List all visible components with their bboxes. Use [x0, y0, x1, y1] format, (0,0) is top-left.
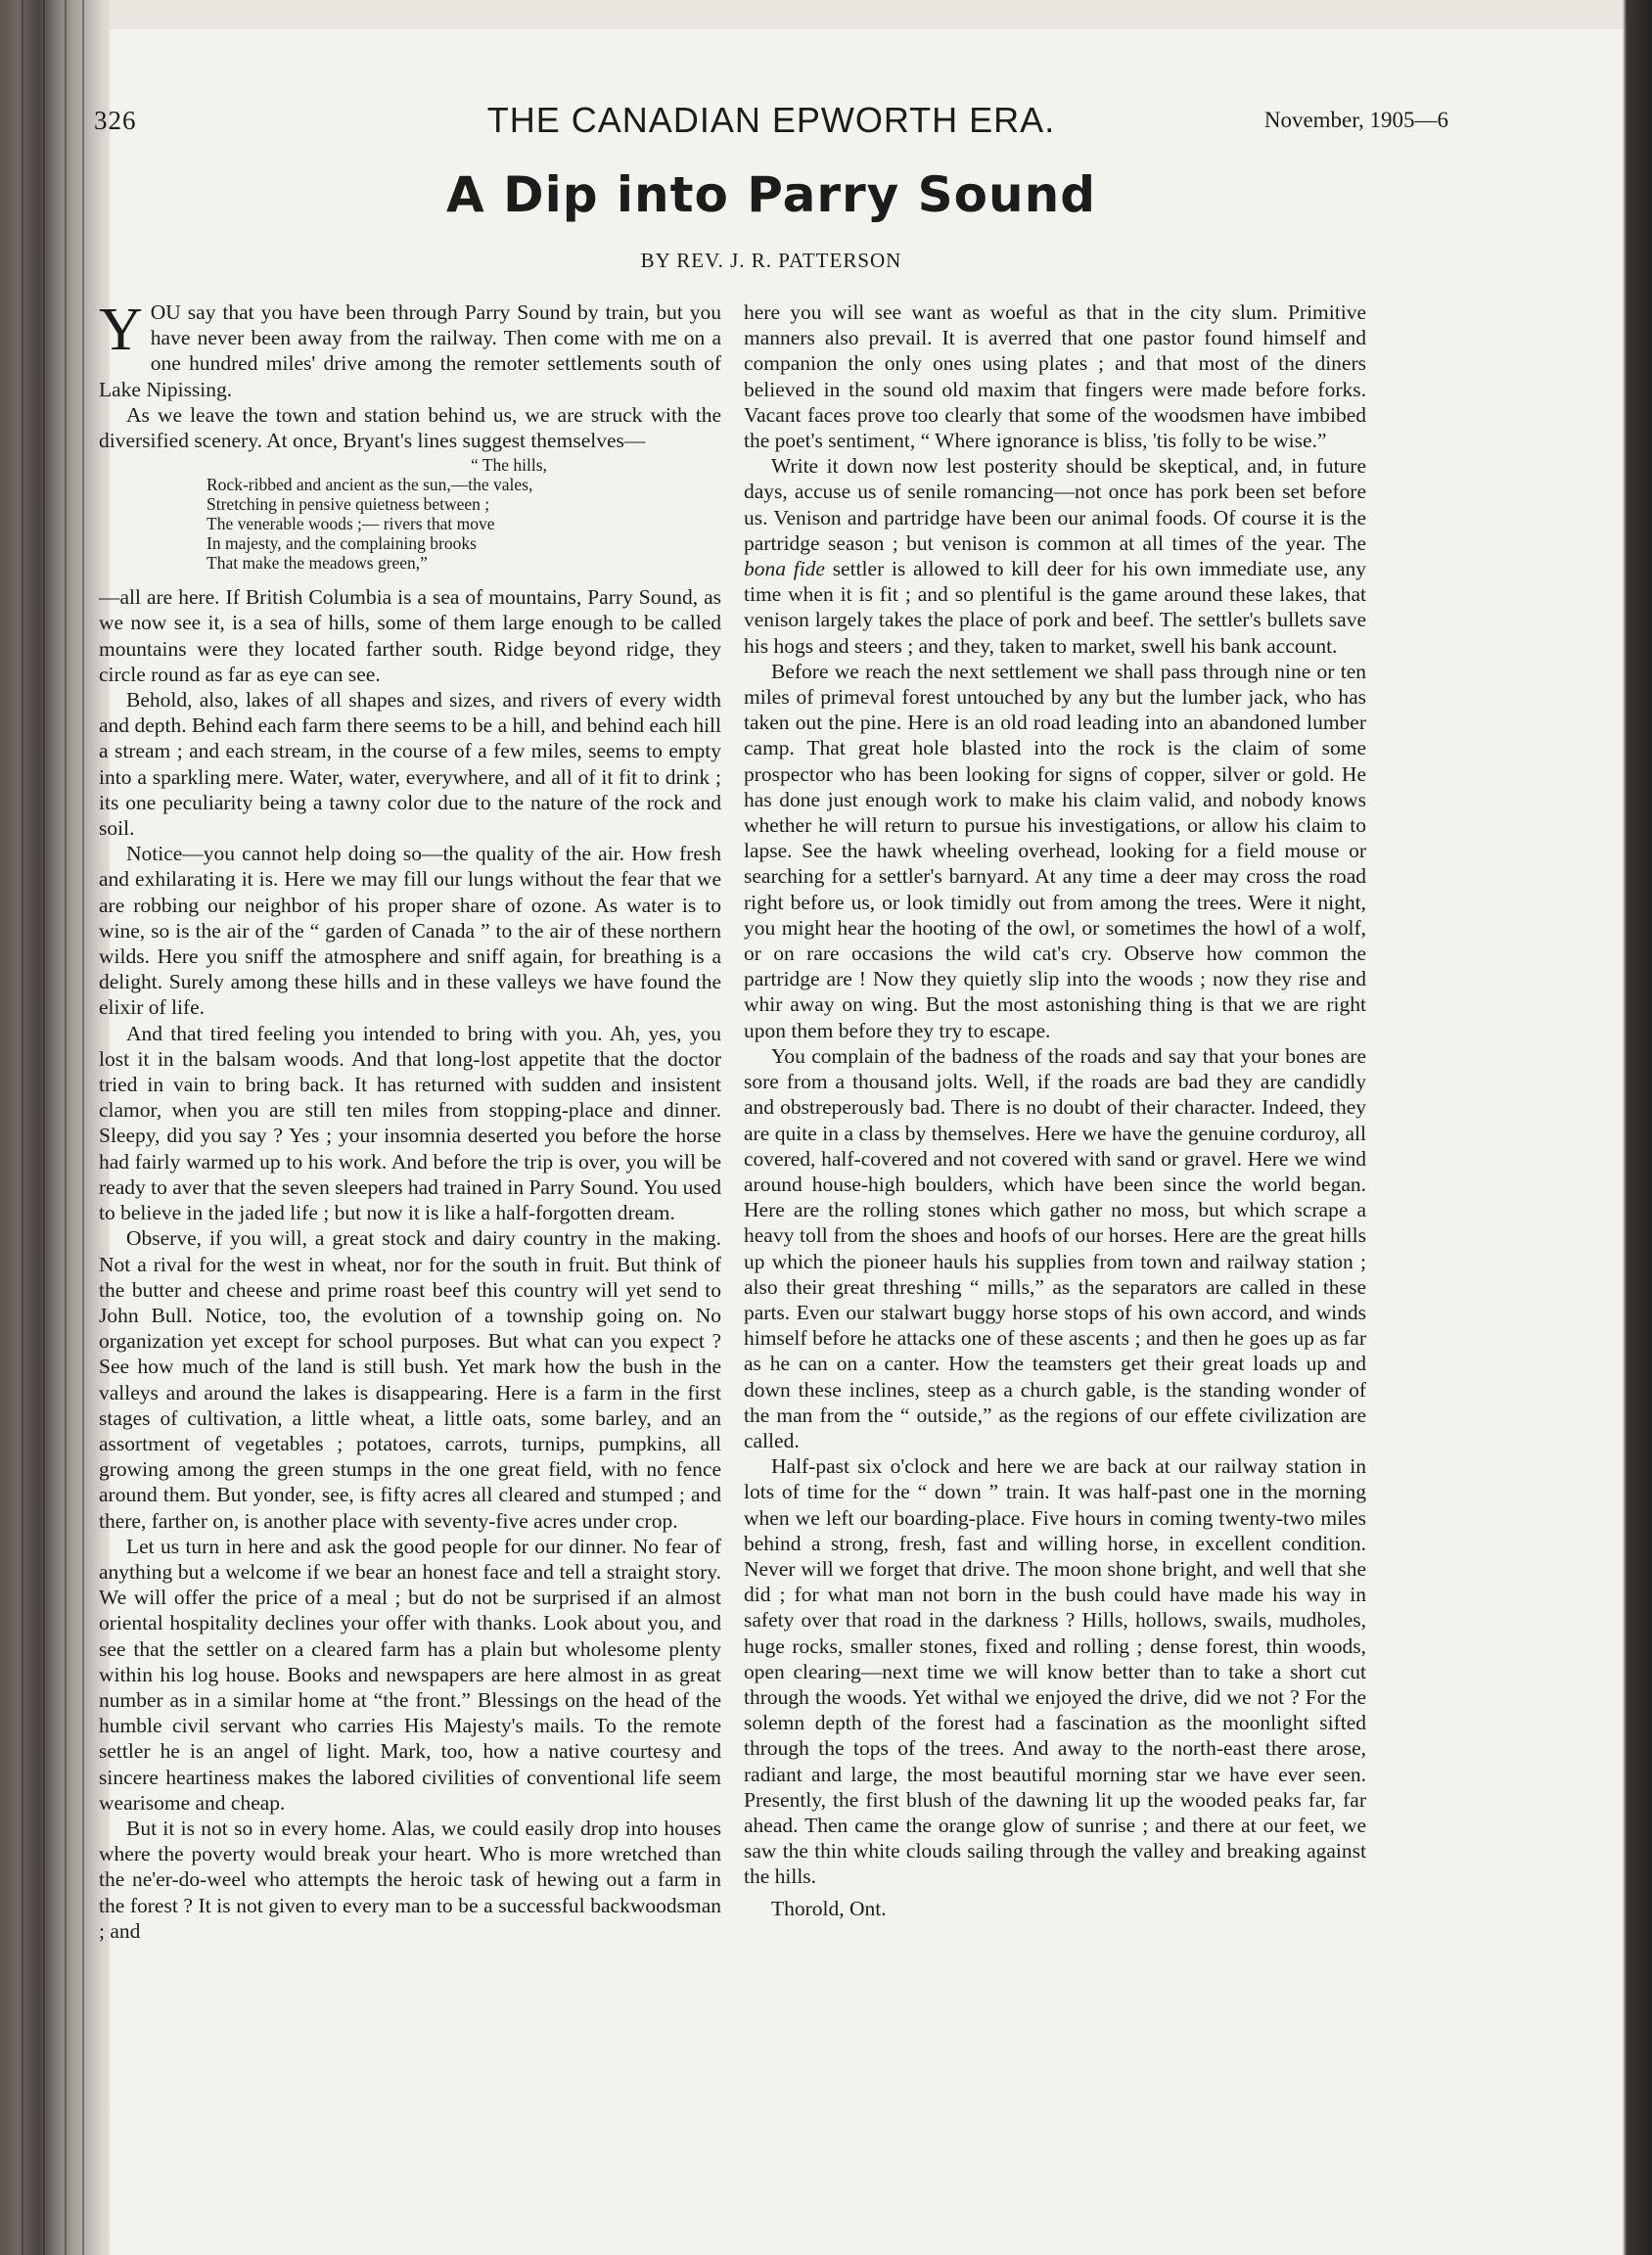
paragraph: Behold, also, lakes of all shapes and sizes, and rivers of every width and depth. Behind each farm there seems to be a hill, and behind each hill a stream ; and each stream, in the course of a few miles, seems to empty into a sparkling mere. Water, water, everywhere, and all of it fit to drink ; its one peculiarity being a tawny color due to the nature of the rock and soil.	[99, 688, 721, 841]
paragraph-text: Write it down now lest posterity should be skeptical, and, in future days, accuse us of senile romancing—not once has pork been set before us. Venison and partridge have been our animal foods. Of course it is the partridge season ; but venison is common at all times of the year. The	[744, 454, 1366, 555]
column-right	[744, 299, 1366, 1921]
paragraph: here you will see want as woeful as that in the city slum. Primitive manners also prevail. It is averred that one pastor found himself and companion the only ones using plates ; and that most of the diners believed in the sound old maxim that fingers were made before forks. Vacant faces prove too clearly that some of the woodsmen have imbibed the poet's sentiment, “ Where ignorance is bliss, 'tis folly to be wise.”	[744, 300, 1366, 453]
book-spine	[0, 0, 110, 2255]
paragraph: —all are here. If British Columbia is a sea of mountains, Parry Sound, as we now see it, is a sea of hills, some of them large enough to be called mountains were they located farther south. Ridge beyond ridge, they circle round as far as eye can see.	[99, 585, 721, 686]
page-edge	[1623, 0, 1652, 2255]
paragraph: Notice—you cannot help doing so—the quality of the air. How fresh and exhilarating it is. Here we may fill our lungs without the fear that we are robbing our neighbor of his proper share of ozone. As water is to wine, so is the air of the “ garden of Canada ” to the air of these northern wilds. Here you sniff the atmosphere and sniff again, for breathing is a delight. Surely among these hills and in these valleys we have found the elixir of life.	[99, 842, 721, 1020]
paragraph	[744, 453, 1366, 659]
spine-line	[22, 0, 23, 2255]
italic-phrase: bona fide	[744, 557, 825, 581]
poem-line: Rock-ribbed and ancient as the sun,—the vales,	[206, 475, 533, 495]
poem-quote	[99, 455, 721, 573]
article-title: A Dip into Parry Sound	[445, 166, 1097, 223]
poem-line: That make the meadows green,”	[206, 553, 428, 574]
paragraph: Observe, if you will, a great stock and dairy country in the making. Not a rival for the west in wheat, nor for the south in fruit. But think of the butter and cheese and prime roast beef this country will yet send to John Bull. Notice, too, the evolution of a township going on. No organization yet except for school purposes. But what can you expect ? See how much of the land is still bush. Yet mark how the bush in the valleys and around the lakes is disappearing. Here is a farm in the first stages of cultivation, a little wheat, a little oats, some barley, and an assortment of vegetables ; potatoes, carrots, turnips, pumpkins, all growing among the green stumps in the one great field, with no fence around them. But yonder, see, is fifty acres all cleared and stumped ; and there, farther on, is another place with seventy-five acres under crop.	[99, 1226, 721, 1533]
paragraph-text: OU say that you have been through Parry Sound by train, but you have never been away from the railway. Then come with me on a one hundred miles' drive among the remoter settlements south of Lake Nipissing.	[99, 300, 721, 401]
paragraph: You complain of the badness of the roads and say that your bones are sore from a thousand jolts. Well, if the roads are bad they are candidly and obstreperously bad. There is no doubt of their character. Indeed, they are quite in a class by themselves. Here we have the genuine corduroy, all covered, half-covered and not covered with sand or gravel. Here we wind around house-high boulders, which have been since the world began. Here are the rolling stones which gather no moss, but which scrape a heavy toll from the shoes and hoofs of our horses. Here are the great hills up which the pioneer hauls his supplies from town and railway station ; also their great threshing “ mills,” as the separators are called in these parts. Even our stalwart buggy horse stops of his own accord, and winds himself before he attacks one of these ascents ; and then he goes up as far as he can on a canter. How the teamsters get their great loads up and down these inclines, steep as a church gable, is the standing wonder of the man from the “ outside,” as the regions of our effete civilization are called.	[744, 1043, 1366, 1452]
paragraph: Before we reach the next settlement we shall pass through nine or ten miles of primeval forest untouched by any but the lumber jack, who has taken out the pine. Here is an old road leading into an abandoned lumber camp. That great hole blasted into the rock is the claim of some prospector who has been looking for signs of copper, silver or gold. He has done just enough work to make his claim valid, and nobody knows whether he will return to pursue his investigations, or allow his claim to lapse. See the hawk wheeling overhead, looking for a field mouse or searching for a settler's barnyard. At any time a deer may cross the road right before us, or look timidly out from among the trees. Were it night, you might hear the hooting of the owl, or sometimes the howl of a wolf, or on rare occasions the wild cat's cry. Observe how common the partridge are ! Now they quietly slip into the woods ; now they rise and whir away on wing. But the most astonishing thing is that we are right upon them before they try to escape.	[744, 659, 1366, 1042]
poem-line: “ The hills,	[471, 455, 547, 476]
poem-line: In majesty, and the complaining brooks	[206, 533, 477, 554]
poem-line: Stretching in pensive quietness between ;	[206, 494, 490, 515]
poem-line: The venerable woods ;— rivers that move	[206, 514, 495, 534]
spine-line	[65, 0, 67, 2255]
page-number: 326	[94, 106, 137, 135]
paragraph: As we leave the town and station behind us, we are struck with the diversified scenery. At once, Bryant's lines suggest themselves—	[99, 402, 721, 453]
paragraph	[99, 299, 721, 402]
paragraph: Half-past six o'clock and here we are back at our railway station in lots of time for the “ down ” train. It was half-past one in the morning when we left our boarding-place. Five hours in coming twenty-two miles behind a strong, fresh, fast and willing horse, in excellent condition. Never will we forget that drive. The moon shone bright, and well that she did ; for what man not born in the bush could have made his way in safety over that road in the darkness ? Hills, hollows, swails, mudholes, huge rocks, smaller stones, fixed and rolling ; dense forest, thin woods, open clearing—next time we will know better than to take a short cut through the woods. Yet withal we enjoyed the drive, did we not ? For the solemn depth of the forest had a fascination as the moonlight sifted through the tops of the trees. And away to the north-east there arose, radiant and large, the most beautiful morning star we have ever seen. Presently, the first blush of the dawning lit up the wooded peaks far, far ahead. Then came the orange glow of sunrise ; and there at our feet, we saw the thin white clouds sailing through the valley and breaking against the hills.	[744, 1454, 1366, 1889]
spine-line	[82, 0, 84, 2255]
running-head	[94, 80, 1448, 140]
spine-line	[43, 0, 45, 2255]
paragraph: Let us turn in here and ask the good people for our dinner. No fear of anything but a welcome if we bear an honest face and tell a straight story. We will offer the price of a meal ; but do not be surprised if an almost oriental hospitality declines your offer with thanks. Look about you, and see that the settler on a cleared farm has a plain but wholesome plenty within his log house. Books and newspapers are here almost in as great number as in a similar home at “the front.” Blessings on the head of the humble civil servant who carries His Majesty's mails. To the remote settler he is an angel of light. Mark, too, how a native courtesy and sincere heartiness makes the labored civilities of conventional life seem wearisome and cheap.	[99, 1534, 721, 1815]
signoff: Thorold, Ont.	[771, 1896, 887, 1920]
byline: BY REV. J. R. PATTERSON	[640, 249, 902, 272]
issue-date: November, 1905—6	[1263, 108, 1448, 132]
drop-cap: Y	[99, 297, 143, 363]
paragraph: But it is not so in every home. Alas, we could easily drop into houses where the poverty would break your heart. Who is more wretched than the ne'er-do-weel who attempts the heroic task of hewing out a farm in the forest ? It is not given to every man to be a successful backwoodsman ; and	[99, 1816, 721, 1943]
column-left	[99, 299, 721, 1944]
paragraph-text: settler is allowed to kill deer for his own immediate use, any time when it is fit ; and so plentiful is the game around these lakes, that venison largely takes the place of pork and beef. The settler's bullets save his hogs and steers ; and they, taken to market, swell his bank account.	[744, 557, 1366, 658]
publication-title: THE CANADIAN EPWORTH ERA.	[486, 100, 1056, 140]
paragraph: And that tired feeling you intended to bring with you. Ah, yes, you lost it in the balsam woods. And that long-lost appetite that the doctor tried in vain to bring back. It has returned with sudden and insistent clamor, when you are still ten miles from stopping-place and dinner. Sleepy, did you say ? Yes ; your insomnia deserted you before the horse had fairly warmed up to his work. And before the trip is over, you will be ready to aver that the seven sleepers had trained in Parry Sound. You used to believe in the jaded life ; but now it is like a half-forgotten dream.	[99, 1021, 721, 1225]
